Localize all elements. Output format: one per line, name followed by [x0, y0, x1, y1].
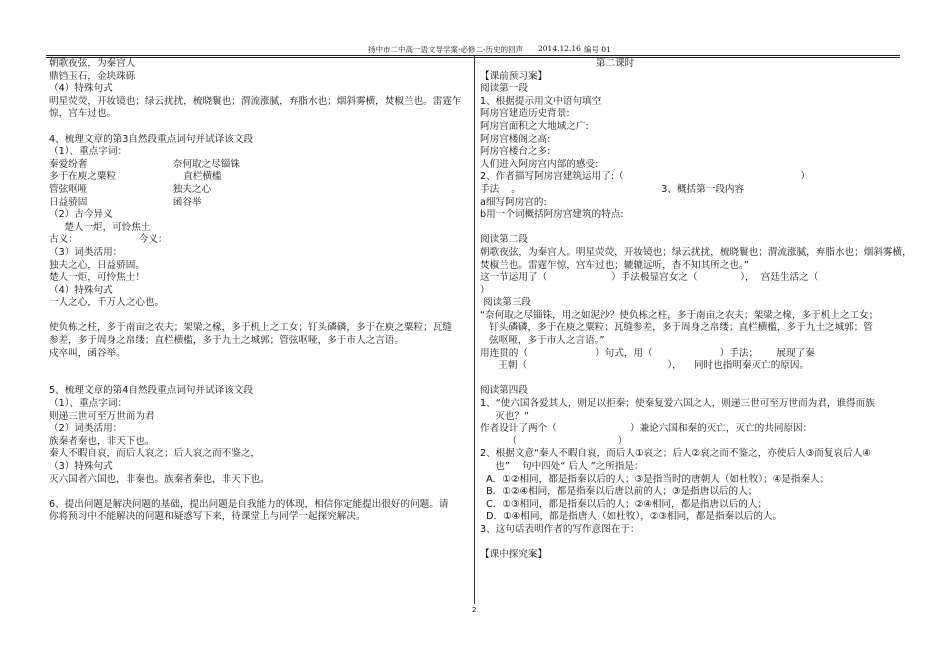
left-text-line: （4）特殊句式: [49, 83, 113, 95]
left-column: [49, 58, 469, 524]
right-text-line: 【课中探究案】: [480, 549, 548, 561]
left-text-line: 戍卒叫，函谷举。: [49, 347, 126, 359]
right-text-line: b用一个词概括阿房宫建筑的特点:: [480, 209, 624, 221]
right-text-line: 手法 。 3、概括第一段内容: [480, 183, 745, 195]
right-text-line: [480, 222, 900, 235]
right-text-line: 阿房宫建造历史背景:: [480, 108, 570, 120]
right-text-line: D．①④相同，都是指唐人（如杜牧），②③相同，都是指秦以后的人。: [480, 511, 783, 523]
left-text-line: 管弦呕哑 独夫之心: [49, 183, 212, 195]
left-text-line: 朝歌夜弦，为秦宫人: [49, 58, 136, 69]
right-text-line: 阅读第四段: [480, 385, 528, 397]
left-text-line: （2）古今异义: [49, 209, 113, 221]
right-text-line: 弦呕哑，多于市人之言语。”: [480, 335, 605, 347]
left-text-line: 一人之心，千万人之心也。: [49, 297, 165, 309]
right-text-line: （ ）: [480, 435, 628, 447]
left-text-line: （1）、重点字词：: [49, 398, 128, 410]
right-text-line: 第二课时: [480, 58, 635, 69]
right-text-line: 朝歌夜弦，为秦宫人。明星荧荧，开妆镜也；绿云扰扰，梳晓鬟也；渭流涨腻，弃脂水也；烟斜雾横，: [480, 246, 912, 258]
header-number: 编号 01: [584, 45, 611, 54]
left-text-line: 多于在庾之粟粒 直栏横槛: [49, 171, 222, 183]
left-text-line: 惊，宫车过也。: [49, 108, 117, 120]
right-text-line: 阿房宫楼台之多:: [480, 146, 551, 158]
left-text-line: [49, 486, 469, 499]
right-column: [480, 58, 912, 562]
left-text-line: 5、梳理文章的第4自然段重点词句并试译该文段: [49, 385, 254, 397]
right-text-line: 阿房宫楼阁之高:: [480, 133, 551, 145]
right-text-line: 3、这句话表明作者的写作意图在于：: [480, 523, 640, 535]
right-text-line: 作者设计了两个（ ）兼论六国和秦的灭亡，灭亡的共同原因：: [480, 423, 813, 435]
left-text-line: 秦爱纷奢 奈何取之尽锱铢: [49, 158, 240, 170]
left-text-line: （1）、重点字词：: [49, 146, 128, 158]
left-text-line: 秦人不暇自哀，而后人哀之；后人哀之而不鉴之，: [49, 448, 261, 460]
left-text-line: （3）特殊句式: [49, 461, 113, 472]
right-text-line: 【课前预习案】: [480, 70, 548, 82]
right-text-line: A．①②相同，都是指秦以后的人；③是指当时的唐朝人（如杜牧）；④是指秦人；: [480, 473, 830, 485]
left-text-line: （4）特殊句式: [49, 284, 113, 296]
header-rule: [46, 55, 900, 56]
left-text-line: [49, 360, 469, 373]
left-text-line: 独夫之心，日益骄固。: [49, 259, 145, 271]
left-text-line: [49, 121, 469, 134]
right-text-line: ）: [480, 284, 490, 296]
left-text-line: 明星荧荧，开妆镜也；绿云扰扰，梳晓鬟也；渭流涨腻，弃脂水也；烟斜雾横，焚椒兰也。雷霆乍: [49, 95, 462, 107]
left-text-line: 古义： 今义：: [49, 234, 168, 246]
left-text-line: 4、梳理文章的第3自然段重点词句并试译该文段: [49, 133, 254, 145]
right-text-line: 阅读第二段: [480, 234, 528, 246]
right-text-line: 2、根据文意“秦人不暇自哀，而后人①哀之；后人②哀之而不鉴之，亦使后人③而复哀后人④: [480, 448, 871, 460]
left-text-line: 6、提出问题是解决问题的基础，提出问题是自我能力的体现，相信你定能提出很好的问题。请: [49, 498, 449, 510]
right-text-line: [480, 537, 900, 550]
right-text-line: B．①②④相同，都是指秦以后唐以前的人；③是指唐以后的人；: [480, 486, 758, 498]
right-text-line: 阿房宫面积之大地域之广:: [480, 120, 589, 132]
right-text-line: 1、“使六国各爱其人，则足以拒秦；使秦复爱六国之人，则递三世可至万世而为君，谁得而族: [480, 398, 875, 410]
left-text-line: [49, 373, 469, 386]
left-text-line: 日益骄固 函谷举: [49, 196, 202, 208]
right-text-line: 王朝（ ）， 同时也指明秦灭亡的原因。: [480, 360, 810, 372]
left-text-line: [49, 310, 469, 323]
left-text-line: （3）词类活用：: [49, 246, 123, 258]
right-text-line: a细写阿房宫的:: [480, 196, 547, 208]
left-text-line: 使负栋之柱，多于南亩之农夫；架梁之椽，多于机上之工女；钉头磷磷，多于在庾之粟粒；瓦缝: [49, 322, 452, 334]
right-text-line: 1、根据提示用文中语句填空: [480, 95, 602, 107]
right-text-line: 用连贯的（ ）句式，用（ ）手法； 展现了秦: [480, 347, 815, 359]
right-text-line: 也” 句中四处“ 后人 ”之所指是：: [480, 461, 644, 472]
right-text-line: 灭也？”: [480, 410, 529, 422]
left-text-line: 你将预习中不能解决的问题和疑惑写下来，待课堂上与同学一起探究解决。: [49, 511, 366, 523]
column-divider: [474, 56, 475, 604]
right-text-line: C．①③相同，都是指秦以后的人；②④相同，都是指唐以后的人；: [480, 498, 768, 510]
left-text-line: 参差，多于周身之帛缕；直栏横槛，多于九土之城郭；管弦呕哑，多于市人之言语。: [49, 335, 404, 347]
left-text-line: 楚人一炬，可怜焦土: [49, 221, 151, 233]
right-text-line: 阅读第三段: [480, 297, 532, 309]
left-text-line: （2）词类活用：: [49, 423, 123, 435]
right-text-line: “奈何取之尽锱铢，用之如泥沙？使负栋之柱，多于南亩之农夫；架梁之椽，多于机上之工女；: [480, 309, 879, 321]
page-number: 2: [472, 606, 477, 614]
left-text-line: 鼎铛玉石，金块珠砾: [49, 70, 136, 82]
left-text-line: 灭六国者六国也，非秦也。族秦者秦也，非天下也。: [49, 473, 270, 485]
left-text-line: 则递三世可至万世而为君: [49, 410, 155, 422]
right-text-line: 这一节运用了（ ）手法极显宫女之（ ）， 宫廷生活之（: [480, 272, 819, 284]
right-text-line: 钉头磷磷，多于在庾之粟粒；瓦缝参差，多于周身之帛缕；直栏横槛，多于九土之城郭；管: [480, 322, 873, 334]
right-text-line: [480, 373, 900, 386]
left-text-line: 族秦者秦也，非天下也。: [49, 435, 155, 447]
header-title: 扬中市二中高一语文导学案-必修二-历史的回声: [368, 45, 524, 54]
right-text-line: 焚椒兰也。雷霆乍惊，宫车过也；辘辘远听，杳不知其所之也。”: [480, 259, 749, 271]
left-text-line: 楚人一炬，可怜焦土！: [49, 272, 145, 284]
right-text-line: 阅读第一段: [480, 83, 528, 95]
right-text-line: 2、作者描写阿房宫建筑运用了:（ ）: [480, 171, 811, 183]
right-text-line: 人们进入阿房宫内部的感受:: [480, 158, 599, 170]
header-date: 2014.12.16: [538, 44, 581, 53]
